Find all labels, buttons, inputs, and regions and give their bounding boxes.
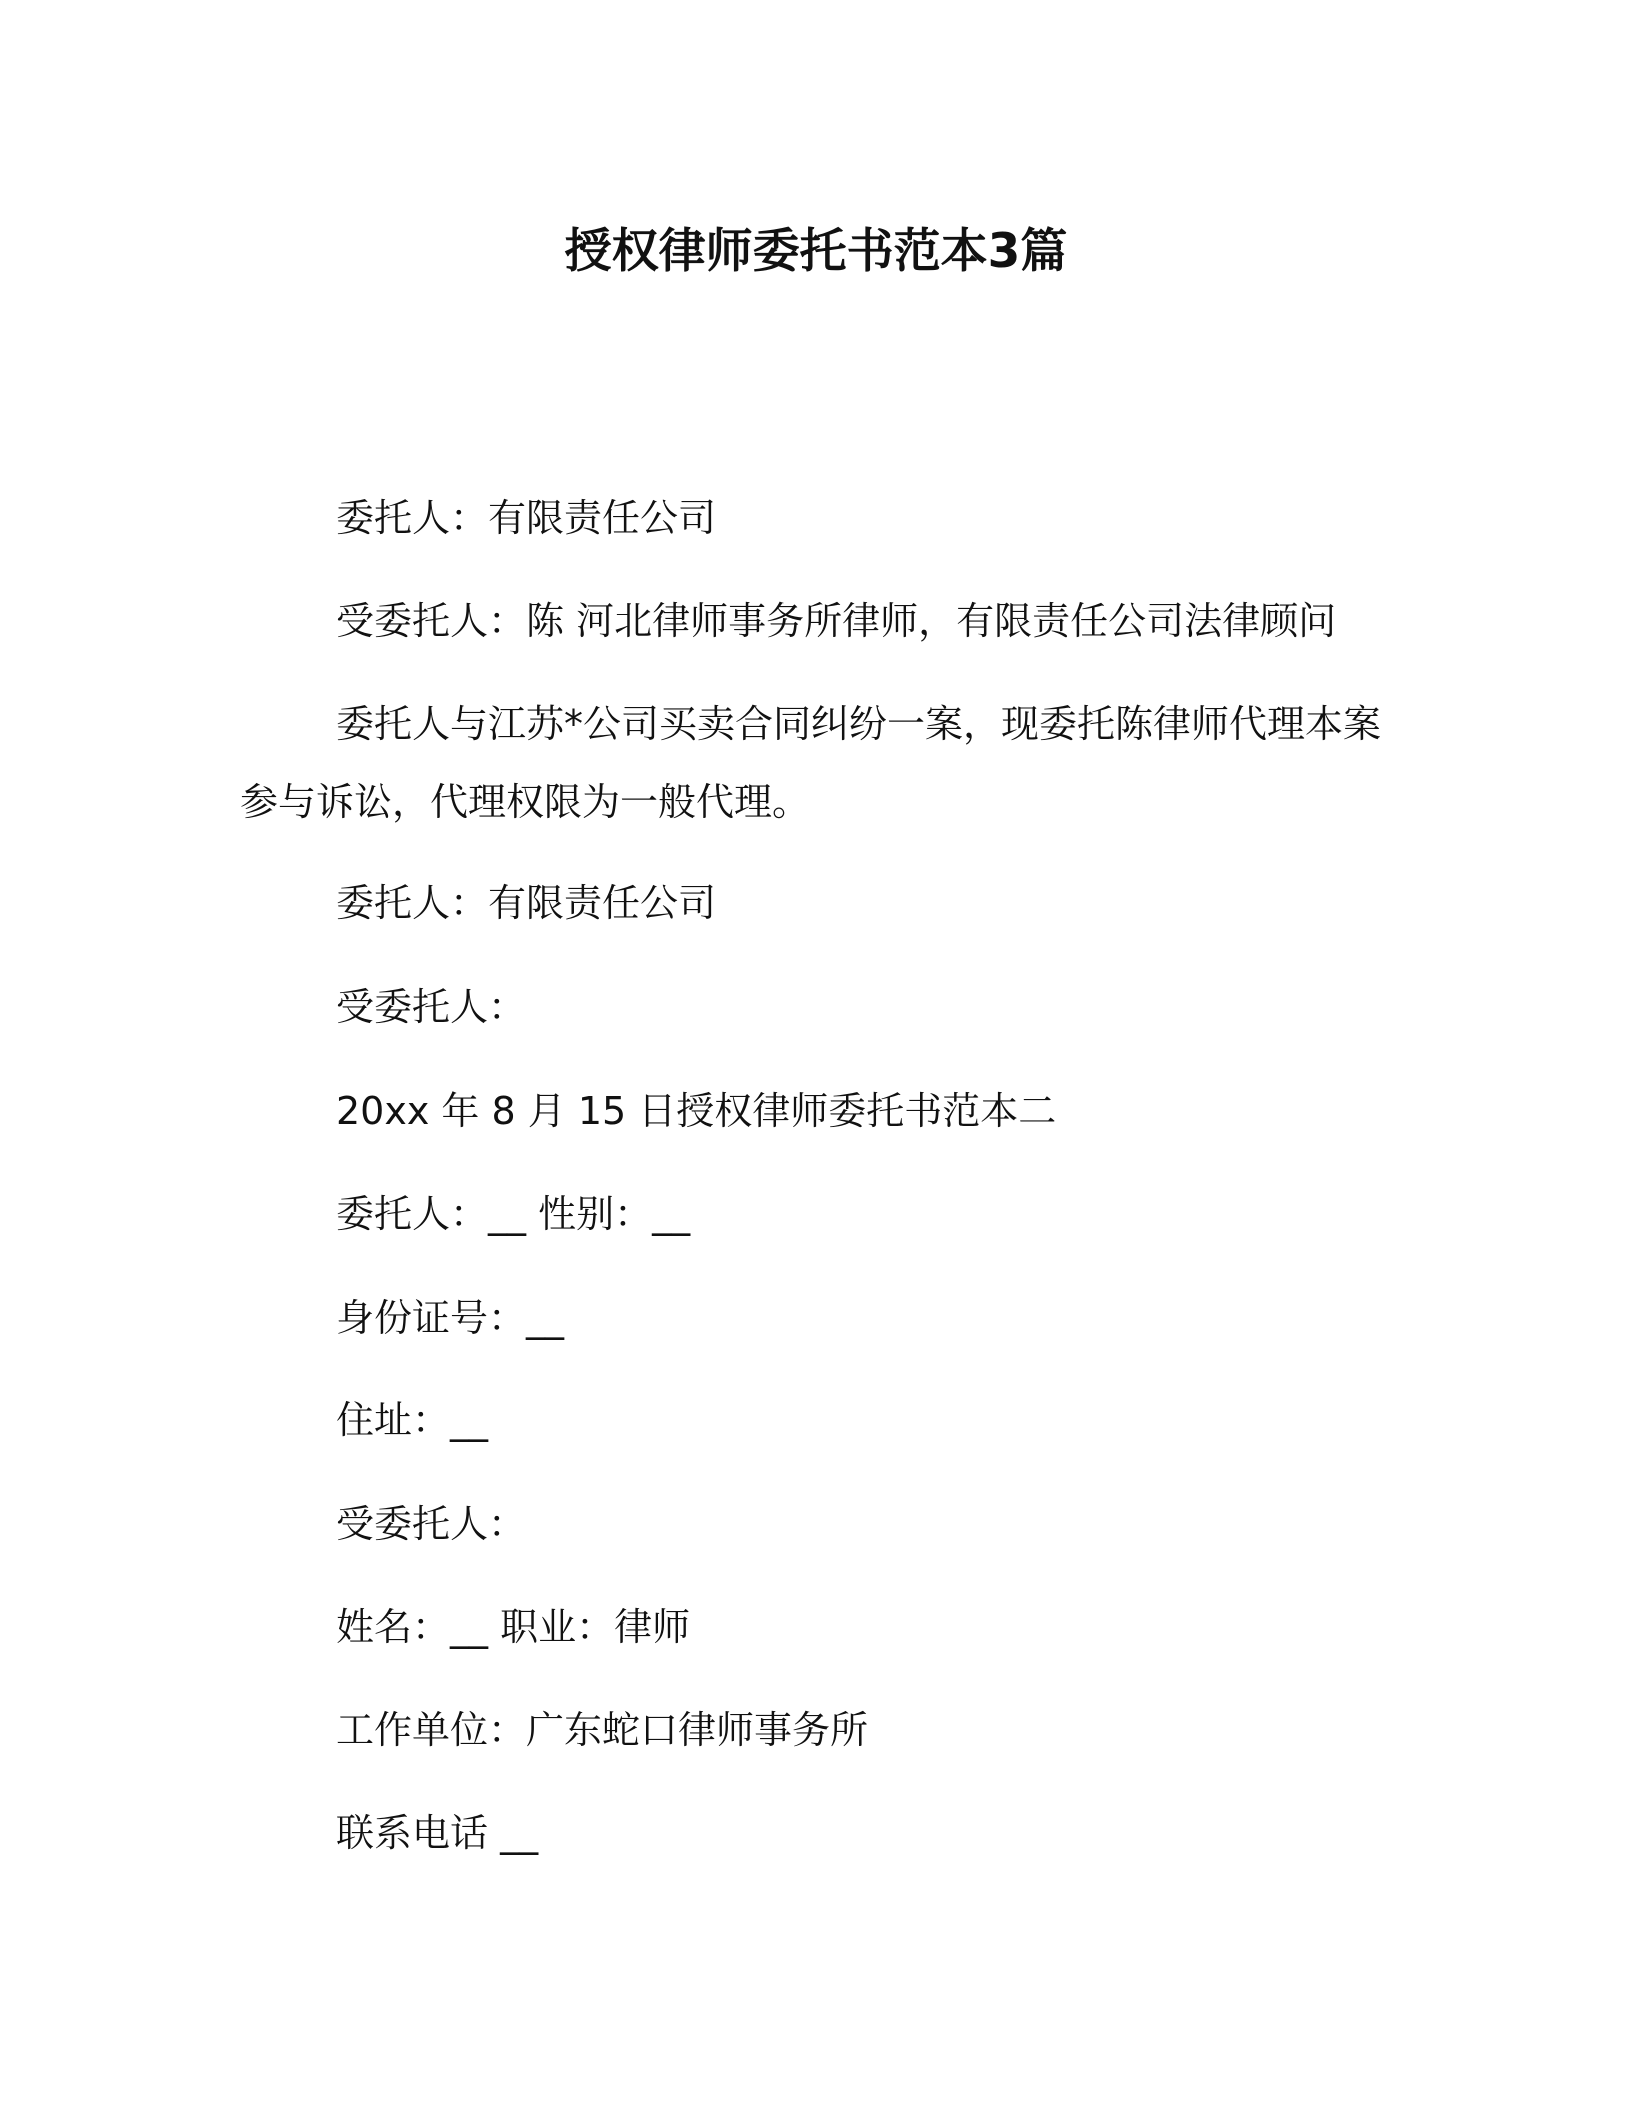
paragraph-phone: 联系电话 __ [336,1811,539,1855]
paragraph-principal-gender: 委托人：__ 性别：__ [336,1192,691,1236]
paragraph-workplace: 工作单位：广东蛇口律师事务所 [336,1708,869,1752]
document-title: 授权律师委托书范本3篇 [564,224,1068,279]
paragraph-agent-sign: 受委托人： [336,985,527,1029]
paragraph-name-occupation: 姓名：__ 职业：律师 [336,1605,691,1649]
paragraph-id-number: 身份证号：__ [336,1296,565,1340]
paragraph-date-heading: 20xx 年 8 月 15 日授权律师委托书范本二 [336,1089,1057,1133]
paragraph-agent-heading: 受委托人： [336,1502,527,1546]
paragraph-principal: 委托人：有限责任公司 [336,496,717,540]
paragraph-address: 住址：__ [336,1398,489,1442]
paragraph-case-description: 委托人与江苏*公司买卖合同纠纷一案，现委托陈律师代理本案参与诉讼，代理权限为一般代理。 [240,702,1382,824]
paragraph-agent: 受委托人：陈 河北律师事务所律师，有限责任公司法律顾问 [336,599,1337,643]
paragraph-principal-sign: 委托人：有限责任公司 [336,881,717,925]
